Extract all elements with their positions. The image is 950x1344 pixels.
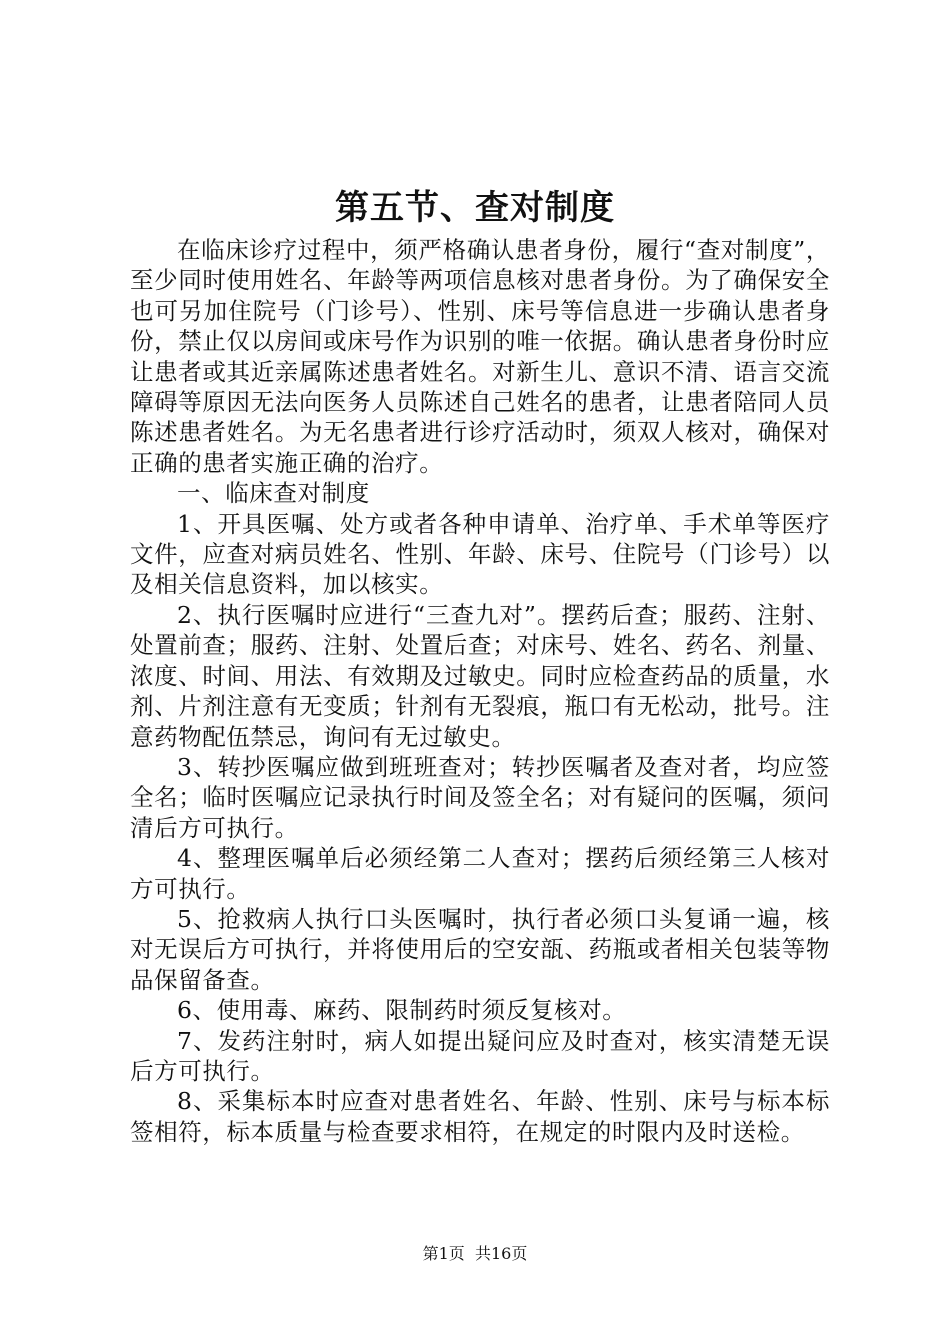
- footer-gap: [465, 1244, 475, 1263]
- rule-item-6: 6、使用毒、麻药、限制药时须反复核对。: [177, 996, 627, 1025]
- document-body: [130, 235, 830, 1147]
- rule-item-3: 3、转抄医嘱应做到班班查对；转抄医嘱者及查对者，均应签全名；临时医嘱应记录执行时间及签全名；对有疑问的医嘱，须问清后方可执行。: [130, 752, 830, 842]
- rule-item-7: 7、发药注射时，病人如提出疑问应及时查对，核实清楚无误后方可执行。: [130, 1026, 830, 1085]
- intro-paragraph: 在临床诊疗过程中，须严格确认患者身份，履行“查对制度”，至少同时使用姓名、年龄等两项信息核对患者身份。为了确保安全也可另加住院号（门诊号）、性别、床号等信息进一步确认患者身份，禁止仅以房间或床号作为识别的唯一依据。确认患者身份时应让患者或其近亲属陈述患者姓名。对新生儿、意识不清、语言交流障碍等原因无法向医务人员陈述自己姓名的患者，让患者陪同人员陈述患者姓名。为无名患者进行诊疗活动时，须双人核对，确保对正确的患者实施正确的治疗。: [130, 236, 830, 477]
- rule-item-4: 4、整理医嘱单后必须经第二人查对；摆药后须经第三人核对方可执行。: [130, 844, 830, 903]
- rule-item-1: 1、开具医嘱、处方或者各种申请单、治疗单、手术单等医疗文件，应查对病员姓名、性别、年龄、床号、住院号（门诊号）以及相关信息资料，加以核实。: [130, 509, 830, 599]
- rule-item-5: 5、抢救病人执行口头医嘱时，执行者必须口头复诵一遍，核对无误后方可执行，并将使用后的空安瓿、药瓶或者相关包装等物品保留备查。: [130, 904, 830, 994]
- section-heading: 一、临床查对制度: [177, 479, 370, 508]
- rule-item-2: 2、执行医嘱时应进行“三查九对”。摆药后查；服药、注射、处置前查；服药、注射、处置后查；对床号、姓名、药名、剂量、浓度、时间、用法、有效期及过敏史。同时应检查药品的质量，水剂、片剂注意有无变质；针剂有无裂痕，瓶口有无松动，批号。注意药物配伍禁忌，询问有无过敏史。: [130, 600, 830, 751]
- page-footer: [0, 1243, 950, 1265]
- total-pages: 共16页: [474, 1244, 528, 1263]
- rule-item-8: 8、采集标本时应查对患者姓名、年龄、性别、床号与标本标签相符，标本质量与检查要求相符，在规定的时限内及时送检。: [130, 1087, 830, 1146]
- page-number: 第1页: [422, 1244, 465, 1263]
- page-title: 第五节、查对制度: [335, 188, 615, 228]
